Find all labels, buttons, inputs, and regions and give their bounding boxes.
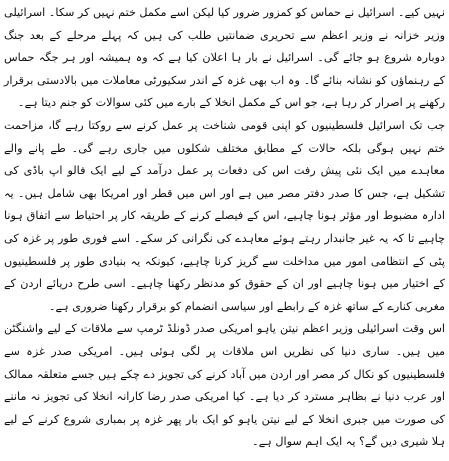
article-body bbox=[4, 2, 445, 454]
article-paragraph-2: جب تک اسرائیل فلسطینیوں کو اپنی قومی شناخت پر عمل کرنے سے روکتا رہے گا، مزاحمت ختم نہیں ہوگی بلکہ حالات کے مطابق مختلف شکلوں میں جاری رہے گی۔ طے پانے والے معاہدے میں ایک نئی پیش رفت اس کی دفعات پر عمل درآمد کے لیے ایک فالو اپ باڈی کی تشکیل ہے، جس کا صدر دفتر مصر میں ہے اور اس میں قطر اور امریکا بھی شامل ہیں۔ یہ ادارہ مضبوط اور مؤثر ہونا چاہیے، اس کے فیصلے کرنے کے طریقہ کار پر احتیاط سے اتفاق ہونا چاہیے تا کہ یہ غیر جانبدار رہتے ہوئے معاہدے کی نگرانی کر سکے۔ اسے فوری طور پر غزہ کی پٹی کے انتظامی امور میں مداخلت سے گریز کرنا چاہیے، کیونکہ یہ بنیادی طور پر فلسطینیوں کے اختیار میں ہونا چاہیے اور ان کے حقوق کو مدنظر رکھنا چاہیے۔ اسی طرح دریائے اردن کے مغربی کنارے کے ساتھ غزہ کے رابطے اور سیاسی انضمام کو برقرار رکھنا ضروری ہے۔ bbox=[4, 118, 445, 313]
article-paragraph-3: اس وقت اسرائیلی وزیر اعظم نیتن یاہو امریکی صدر ڈونلڈ ٹرمپ سے ملاقات کے لیے واشنگٹن میں ہیں۔ ساری دنیا کی نظریں اس ملاقات پر لگی ہوئی ہیں۔ امریکی صدر غزہ سے فلسطینیوں کو نکال کر مصر اور اردن میں آباد کرنے کی تجویز دے چکے ہیں جسے متعلقہ ممالک اور عرب دنیا نے بظاہر مسترد کر دیا ہے۔ کیا امریکی صدر رضا کارانہ انخلا کی تجویز نہ ماننے کی صورت میں جبری انخلا کے لیے نیتن یاہو کو ایک بار پھر غزہ پر بمباری شروع کرنے کے لیے ہلا شیری دیں گے؟ یہ ایک اہم سوال ہے۔ bbox=[4, 322, 445, 449]
article-paragraph-1: نہیں کیے۔ اسرائیل نے حماس کو کمزور ضرور کیا لیکن اسے مکمل ختم نہیں کر سکا۔ اسرائیلی وزیر خزانہ نے وزیر اعظم سے تحریری ضمانتیں طلب کی ہیں کہ پہلے مرحلے کے بعد جنگ دوبارہ شروع ہو جائے گی۔ اسرائیل نے بار ہا اعلان کیا ہے کہ وہ ہمیشہ اور ہر جگہ حماس کے رہنماؤں کو نشانہ بنائے گا۔ وہ اب بھی غزہ کے اندر سکیورٹی معاملات میں بالادستی برقرار رکھنے پر اصرار کر رہا ہے، جو اس کے مکمل انخلا کے بارے میں کئی سوالات کو جنم دیتا ہے۔ bbox=[4, 6, 445, 110]
